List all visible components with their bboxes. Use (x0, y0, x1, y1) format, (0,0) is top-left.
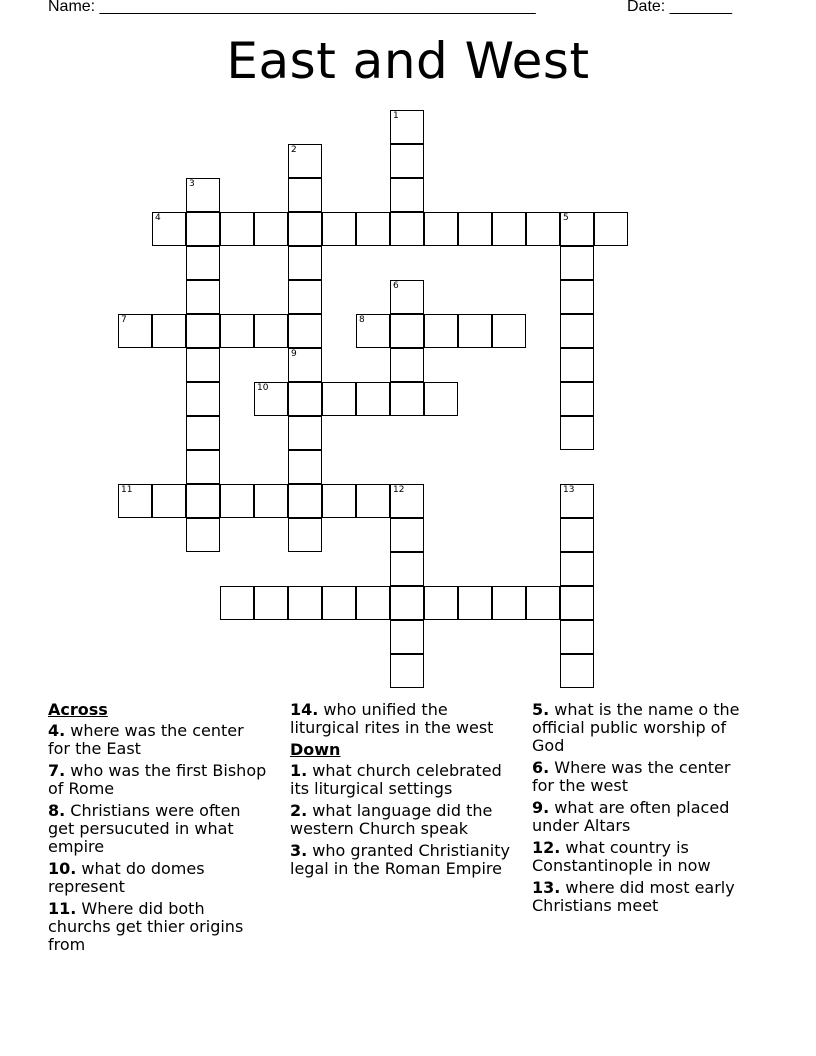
crossword-cell[interactable] (390, 382, 424, 416)
crossword-cell[interactable] (186, 280, 220, 314)
down-heading: Down (290, 740, 341, 759)
clue-item-text: Where did both churchs get thier origins from (48, 899, 244, 954)
crossword-cell[interactable] (492, 212, 526, 246)
crossword-cell[interactable] (492, 314, 526, 348)
crossword-cell[interactable] (118, 484, 152, 518)
crossword-cell[interactable] (220, 586, 254, 620)
clue-column-3 (532, 701, 757, 919)
clue-item-text: who granted Christianity legal in the Roman Empire (290, 841, 510, 878)
clue-item-text: where was the center for the East (48, 721, 244, 758)
clue-number: 2 (291, 145, 297, 155)
clue-item-number: 12. (532, 838, 561, 857)
crossword-cell[interactable] (424, 586, 458, 620)
clue-item-text: what are often placed under Altars (532, 798, 730, 835)
clue-number: 1 (393, 111, 399, 121)
clue-item-number: 14. (290, 700, 319, 719)
clue-item (48, 860, 268, 896)
clue-item (48, 900, 268, 954)
clue-item-number: 4. (48, 721, 66, 740)
clue-item (290, 842, 515, 878)
clue-item (290, 762, 515, 798)
crossword-cell[interactable] (526, 212, 560, 246)
clue-item-number: 13. (532, 878, 561, 897)
clue-number: 7 (121, 315, 127, 325)
clue-number: 4 (155, 213, 161, 223)
crossword-cell[interactable] (288, 144, 322, 178)
crossword-cell[interactable] (390, 110, 424, 144)
clue-item-number: 1. (290, 761, 308, 780)
clue-item (532, 839, 757, 875)
crossword-cell[interactable] (288, 314, 322, 348)
crossword-cell[interactable] (186, 314, 220, 348)
clue-number: 5 (563, 213, 569, 223)
crossword-cell[interactable] (424, 212, 458, 246)
crossword-cell[interactable] (390, 314, 424, 348)
crossword-cell[interactable] (560, 586, 594, 620)
crossword-cell[interactable] (152, 314, 186, 348)
crossword-cell[interactable] (254, 382, 288, 416)
crossword-cell[interactable] (288, 416, 322, 450)
crossword-cell[interactable] (390, 348, 424, 382)
clue-item (290, 701, 515, 737)
crossword-cell[interactable] (390, 178, 424, 212)
clue-number: 6 (393, 281, 399, 291)
crossword-cell[interactable] (186, 246, 220, 280)
crossword-cell[interactable] (186, 518, 220, 552)
crossword-cell[interactable] (560, 382, 594, 416)
clue-item-number: 8. (48, 801, 66, 820)
crossword-cell[interactable] (322, 586, 356, 620)
crossword-cell[interactable] (288, 586, 322, 620)
crossword-cell[interactable] (356, 314, 390, 348)
page-title: East and West (226, 32, 590, 90)
clue-item-text: what country is Constantinople in now (532, 838, 711, 875)
clue-item-number: 6. (532, 758, 550, 777)
clue-item (532, 879, 757, 915)
clue-item-text: Christians were often get persucuted in what empire (48, 801, 241, 856)
crossword-cell[interactable] (560, 246, 594, 280)
clue-item-number: 9. (532, 798, 550, 817)
clue-number: 9 (291, 349, 297, 359)
crossword-cell[interactable] (288, 450, 322, 484)
clue-column-2 (290, 701, 515, 882)
crossword-cell[interactable] (560, 518, 594, 552)
clue-item-text: who was the first Bishop of Rome (48, 761, 267, 798)
crossword-cell[interactable] (288, 484, 322, 518)
clue-column-1 (48, 701, 268, 958)
clue-number: 3 (189, 179, 195, 189)
crossword-cell[interactable] (560, 416, 594, 450)
crossword-cell[interactable] (390, 518, 424, 552)
date-field-label: Date: _______ (627, 0, 732, 15)
crossword-cell[interactable] (424, 382, 458, 416)
clue-item (48, 762, 268, 798)
crossword-cell[interactable] (560, 280, 594, 314)
crossword-cell[interactable] (356, 484, 390, 518)
crossword-cell[interactable] (560, 348, 594, 382)
crossword-cell[interactable] (492, 586, 526, 620)
clue-item (532, 701, 757, 755)
crossword-cell[interactable] (560, 620, 594, 654)
crossword-cell[interactable] (458, 212, 492, 246)
clue-item-text: what language did the western Church speak (290, 801, 493, 838)
crossword-cell[interactable] (526, 586, 560, 620)
crossword-cell[interactable] (186, 416, 220, 450)
clue-item-text: Where was the center for the west (532, 758, 731, 795)
crossword-cell[interactable] (322, 382, 356, 416)
crossword-cell[interactable] (288, 178, 322, 212)
crossword-cell[interactable] (594, 212, 628, 246)
clue-item (48, 802, 268, 856)
clue-item-text: who unified the liturgical rites in the west (290, 700, 494, 737)
crossword-cell[interactable] (288, 382, 322, 416)
crossword-cell[interactable] (186, 348, 220, 382)
crossword-cell[interactable] (288, 212, 322, 246)
crossword-cell[interactable] (254, 484, 288, 518)
clue-number: 10 (257, 383, 269, 393)
crossword-cell[interactable] (356, 586, 390, 620)
crossword-cell[interactable] (186, 484, 220, 518)
crossword-cell[interactable] (186, 382, 220, 416)
clue-item-text: what do domes represent (48, 859, 205, 896)
crossword-cell[interactable] (390, 552, 424, 586)
clue-item (48, 722, 268, 758)
clue-number: 12 (393, 485, 405, 495)
clue-item-text: where did most early Christians meet (532, 878, 735, 915)
clue-item-text: what is the name o the official public worship of God (532, 700, 740, 755)
clue-item-number: 7. (48, 761, 66, 780)
crossword-cell[interactable] (220, 212, 254, 246)
crossword-cell[interactable] (288, 280, 322, 314)
crossword-cell[interactable] (560, 314, 594, 348)
across-clue-list-continued (290, 701, 515, 737)
crossword-cell[interactable] (186, 212, 220, 246)
clue-item (532, 799, 757, 835)
crossword-cell[interactable] (186, 178, 220, 212)
name-field-label: Name: _________________________________________________ (48, 0, 536, 15)
crossword-cell[interactable] (458, 314, 492, 348)
clue-item-number: 3. (290, 841, 308, 860)
crossword-cell[interactable] (186, 450, 220, 484)
crossword-cell[interactable] (390, 144, 424, 178)
crossword-cell[interactable] (152, 484, 186, 518)
crossword-cell[interactable] (424, 314, 458, 348)
crossword-cell[interactable] (560, 484, 594, 518)
crossword-cell[interactable] (254, 314, 288, 348)
clue-item (532, 759, 757, 795)
crossword-cell[interactable] (560, 654, 594, 688)
crossword-cell[interactable] (288, 518, 322, 552)
crossword-cell[interactable] (560, 212, 594, 246)
crossword-cell[interactable] (322, 212, 356, 246)
clue-item (290, 802, 515, 838)
crossword-cell[interactable] (390, 280, 424, 314)
crossword-cell[interactable] (390, 654, 424, 688)
crossword-cell[interactable] (152, 212, 186, 246)
clue-item-text: what church celebrated its liturgical settings (290, 761, 502, 798)
clue-item-number: 11. (48, 899, 77, 918)
crossword-cell[interactable] (254, 212, 288, 246)
down-clue-list (290, 762, 515, 878)
crossword-cell[interactable] (390, 586, 424, 620)
across-clue-list (48, 722, 268, 954)
clue-number: 11 (121, 485, 133, 495)
crossword-cell[interactable] (356, 212, 390, 246)
clue-number: 8 (359, 315, 365, 325)
clue-item-number: 2. (290, 801, 308, 820)
crossword-cell[interactable] (560, 552, 594, 586)
crossword-cell[interactable] (390, 620, 424, 654)
crossword-cell[interactable] (390, 212, 424, 246)
crossword-cell[interactable] (458, 586, 492, 620)
crossword-cell[interactable] (220, 314, 254, 348)
clue-item-number: 5. (532, 700, 550, 719)
crossword-cell[interactable] (220, 484, 254, 518)
crossword-cell[interactable] (356, 382, 390, 416)
crossword-cell[interactable] (322, 484, 356, 518)
clue-number: 13 (563, 485, 575, 495)
down-clue-list-continued (532, 701, 757, 915)
crossword-cell[interactable] (288, 246, 322, 280)
crossword-cell[interactable] (118, 314, 152, 348)
crossword-cell[interactable] (390, 484, 424, 518)
clue-item-number: 10. (48, 859, 77, 878)
crossword-cell[interactable] (254, 586, 288, 620)
across-heading: Across (48, 700, 108, 719)
crossword-cell[interactable] (288, 348, 322, 382)
